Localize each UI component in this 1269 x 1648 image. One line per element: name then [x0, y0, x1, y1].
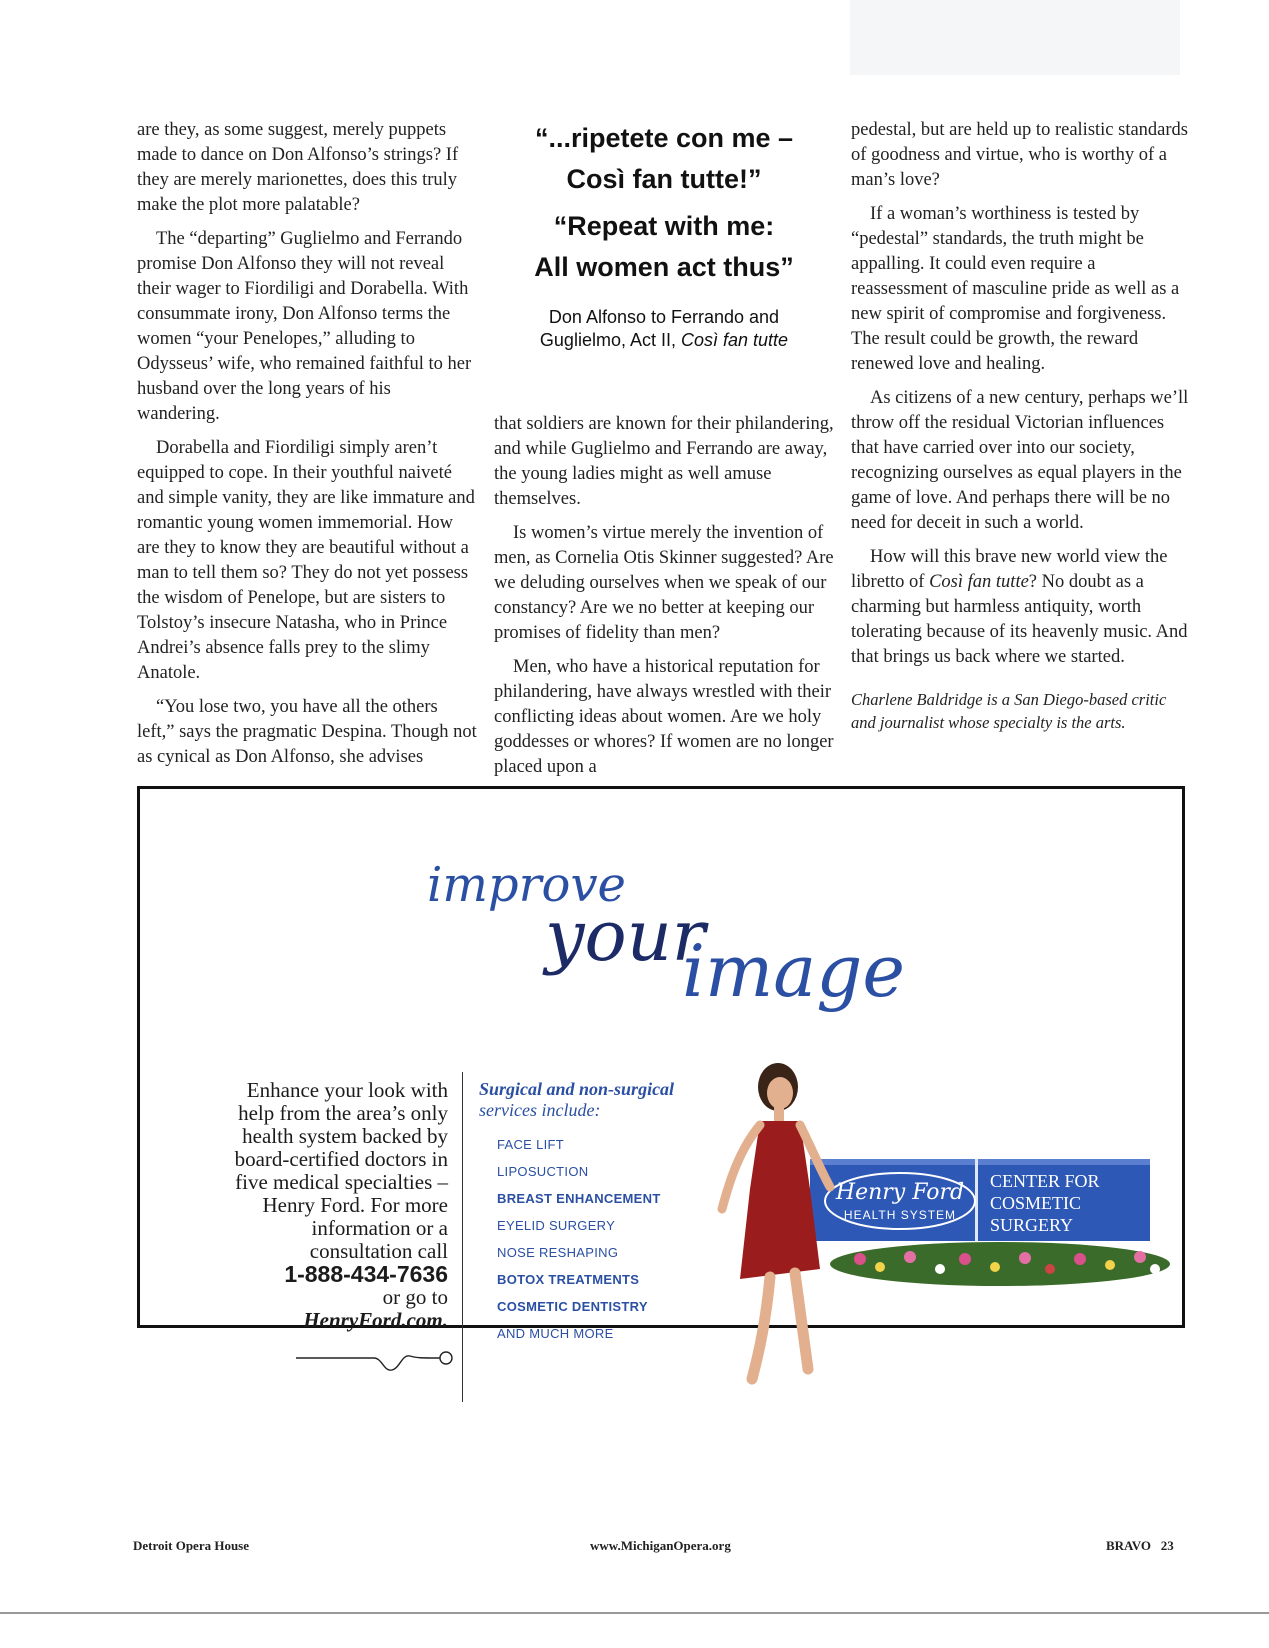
scan-shadow-band: [850, 0, 1180, 75]
paragraph-text: How will this brave new world view the libretto of: [851, 547, 1168, 592]
sign-logo-script: Henry Ford: [835, 1180, 965, 1205]
footer-left: Detroit Opera House: [133, 1538, 250, 1553]
ad-website: HenryFord.com.: [303, 1308, 448, 1332]
paragraph: that soldiers are known for their philandering, and while Guglielmo and Ferrando are away, the young ladies might as well amuse themselves.: [494, 414, 834, 509]
sign-line: COSMETIC: [990, 1193, 1082, 1213]
paragraph: “You lose two, you have all the others left,” says the pragmatic Despina. Though not as cynical as Don Alfonso, she advises: [137, 697, 477, 767]
service-item: COSMETIC DENTISTRY: [497, 1299, 648, 1314]
service-item: BOTOX TREATMENTS: [497, 1272, 640, 1287]
article-column-1: [137, 118, 477, 779]
ad-photo-illustration: [700, 1059, 1190, 1389]
attribution-text: Guglielmo, Act II,: [539, 330, 676, 350]
footer-center: www.MichiganOpera.org: [590, 1538, 731, 1553]
pull-quote-line: All women act thus”: [534, 252, 794, 282]
paragraph: pedestal, but are held up to realistic standards of goodness and virtue, who is worthy of a man’s love?: [851, 120, 1189, 190]
services-title-line: services include:: [479, 1100, 601, 1120]
service-item: BREAST ENHANCEMENT: [497, 1191, 661, 1206]
footer-page-number: BRAVO 23: [1106, 1538, 1174, 1553]
ad-blurb-text: Enhance your look with help from the area’s only health system backed by board-certified doctors in five medical specialties – Henry Ford. For more information or a consultation call: [234, 1078, 448, 1263]
ad-content: [140, 789, 1182, 1341]
pull-quote-attribution: [494, 306, 834, 352]
service-item: AND MUCH MORE: [497, 1326, 614, 1341]
paragraph: If a woman’s worthiness is tested by “pedestal” standards, the truth might be appalling. It could even require a reassessment of masculine pride as well as a new spirit of compromise and forgiveness. The result could be growth, the reward renewed love and healing.: [851, 204, 1180, 374]
paragraph-text: ? No doubt as a charming but harmless antiquity, worth tolerating because of its heavenly music. And that brings us back where we started.: [851, 572, 1188, 667]
paragraph: are they, as some suggest, merely puppets made to dance on Don Alfonso’s strings? If they are merely marionettes, does this truly make the plot more palatable?: [137, 120, 459, 215]
pull-quote: [494, 118, 834, 288]
paragraph: Is women’s virtue merely the invention of men, as Cornelia Otis Skinner suggested? Are we deluding ourselves when we speak of our constancy? Are we no better at keeping our promises of fidelity than men?: [494, 523, 834, 643]
service-item: NOSE RESHAPING: [497, 1245, 619, 1260]
ad-headline-improve: improve: [427, 857, 626, 913]
ad-headline-your: your: [545, 895, 706, 977]
woman-figure: [722, 1063, 830, 1379]
paragraph: As citizens of a new century, perhaps we’ll throw off the residual Victorian influences that have carried over into our society, recognizing ourselves as equal players in the game of love. And perhaps there will be no need for deceit in such a world.: [851, 388, 1189, 533]
ad-divider: [462, 1072, 463, 1402]
paragraph: Dorabella and Fiordiligi simply aren’t equipped to cope. In their youthful naiveté and simple vanity, they are like immature and romantic young women immemorial. How are they to know they are beautiful without a man to tell them so? They do not yet possess the wisdom of Penelope, but are sisters to Tolstoy’s insecure Natasha, who in Prince Andrei’s absence falls prey to the slimy Anatole.: [137, 438, 475, 683]
services-title: [479, 1079, 729, 1121]
services-list: [479, 1079, 729, 1347]
attribution-line: Don Alfonso to Ferrando and: [548, 307, 780, 327]
ad-headline-image: image: [682, 929, 905, 1013]
author-byline: Charlene Baldridge is a San Diego-based critic and journalist whose specialty is the arts.: [851, 690, 1167, 732]
paragraph: [851, 545, 1191, 670]
ad-or-go-to: or go to: [382, 1285, 448, 1309]
opera-title: Così fan tutte: [681, 330, 789, 350]
sign-line: CENTER FOR: [990, 1171, 1100, 1191]
paragraph: Men, who have a historical reputation for philandering, have always wrestled with their conflicting ideas about women. Are we holy goddesses or whores? If women are no longer placed upon a: [494, 657, 834, 777]
henry-ford-advertisement: [137, 786, 1185, 1341]
pull-quote-line: “Repeat with me:: [553, 211, 775, 241]
opera-title: Così fan tutte: [929, 572, 1029, 592]
ad-phone-number: 1-888-434-7636: [284, 1261, 448, 1287]
services-title-line: Surgical and non-surgical: [479, 1079, 675, 1099]
ad-blurb: [208, 1079, 448, 1376]
center-for-cosmetic-surgery-sign: [810, 1159, 1150, 1241]
article-column-2: [494, 118, 834, 789]
article-column-3: [851, 118, 1191, 734]
service-item: LIPOSUCTION: [497, 1164, 589, 1179]
service-item: FACE LIFT: [497, 1137, 564, 1152]
page-edge-rule: [0, 1612, 1269, 1614]
services-items: [497, 1131, 729, 1347]
sign-logo-sub: HEALTH SYSTEM: [843, 1208, 957, 1222]
attribution-line: [494, 329, 834, 352]
pull-quote-line: Così fan tutte!”: [566, 164, 762, 194]
decorative-line-icon: [294, 1336, 454, 1376]
sign-line: SURGERY: [990, 1215, 1074, 1235]
paragraph: The “departing” Guglielmo and Ferrando promise Don Alfonso they will not reveal their wager to Fiordiligi and Dorabella. With consummate irony, Don Alfonso terms the women “your Penelopes,” alluding to Odysseus’ wife, who remained faithful to her husband over the long years of his wandering.: [137, 229, 472, 424]
flower-bed: [830, 1242, 1170, 1286]
pull-quote-line: “...ripetete con me –: [534, 123, 794, 153]
service-item: EYELID SURGERY: [497, 1218, 616, 1233]
